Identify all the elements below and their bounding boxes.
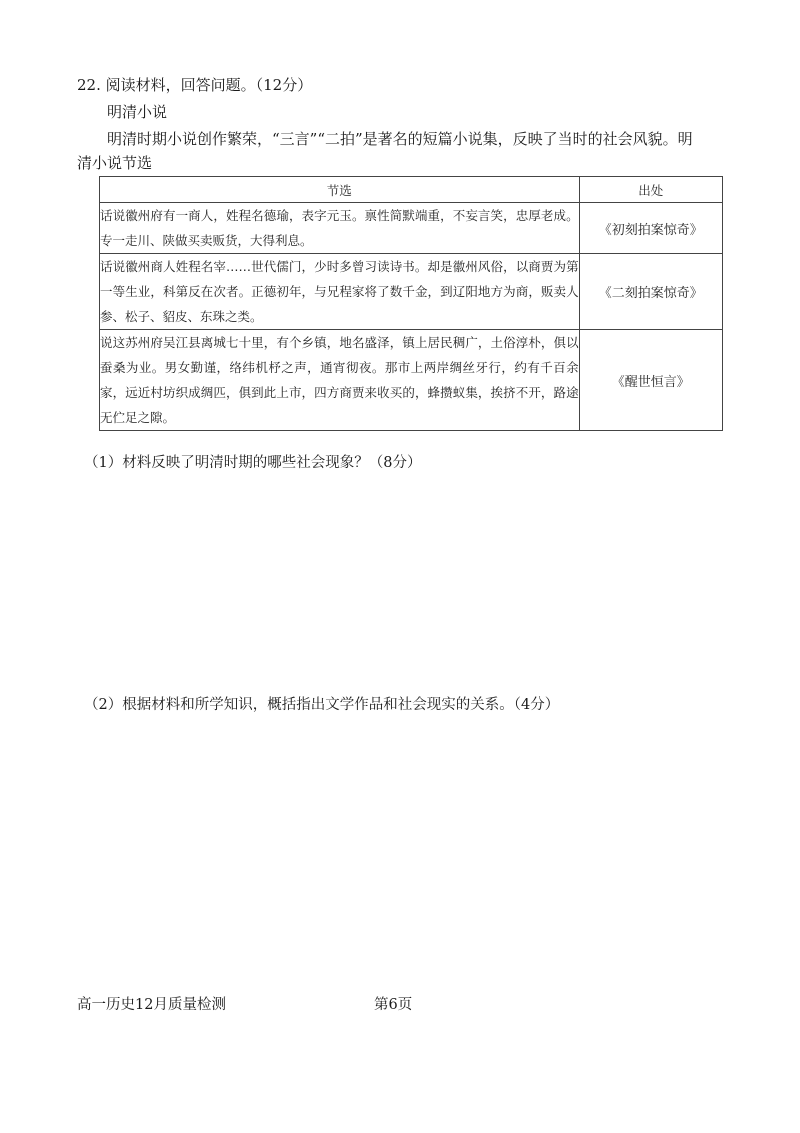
- sub-question-2: （2）根据材料和所学知识，概括指出文学作品和社会现实的关系。（4分）: [84, 697, 560, 713]
- sub-question-1: （1）材料反映了明清时期的哪些社会现象？（8分）: [84, 455, 422, 471]
- footer-page-number: 第6页: [374, 997, 413, 1013]
- table-row: [100, 203, 723, 254]
- excerpt-text: 话说徽州府有一商人，姓程名德瑜，表字元玉。禀性简默端重，不妄言笑，忠厚老成。专一走川、陕做买卖贩货，大得利息。: [100, 203, 580, 254]
- excerpt-table: [99, 176, 723, 431]
- excerpt-source: 《二刻拍案惊奇》: [579, 254, 722, 330]
- intro-paragraph-line-2: 清小说节选: [77, 154, 153, 172]
- question-header: 22. 阅读材料，回答问题。（12分）: [77, 76, 313, 94]
- column-header-excerpt: 节选: [100, 177, 580, 203]
- table-row: [100, 330, 723, 431]
- intro-paragraph-line-1: 明清时期小说创作繁荣，“三言”“二拍”是著名的短篇小说集，反映了当时的社会风貌。明: [107, 130, 693, 148]
- column-header-source: 出处: [579, 177, 722, 203]
- footer-exam-title: 高一历史12月质量检测: [77, 997, 226, 1013]
- excerpt-text: 说这苏州府吴江县离城七十里，有个乡镇，地名盛泽，镇上居民稠广，土俗淳朴，俱以蚕桑为业。男女勤谨，络纬机杼之声，通宵彻夜。那市上两岸绸丝牙行，约有千百余家，远近村坊织成绸匹，俱到此上市，四方商贾来收买的，蜂攒蚁集，挨挤不开，路途无伫足之隙。: [100, 330, 580, 431]
- material-subtitle: 明清小说: [107, 103, 168, 121]
- excerpt-source: 《初刻拍案惊奇》: [579, 203, 722, 254]
- excerpt-source: 《醒世恒言》: [579, 330, 722, 431]
- table-header-row: [100, 177, 723, 203]
- table-row: [100, 254, 723, 330]
- excerpt-text: 话说徽州商人姓程名宰……世代儒门，少时多曾习读诗书。却是徽州风俗，以商贾为第一等生业，科第反在次者。正德初年，与兄程家将了数千金，到辽阳地方为商，贩卖人参、松子、貂皮、东珠之类。: [100, 254, 580, 330]
